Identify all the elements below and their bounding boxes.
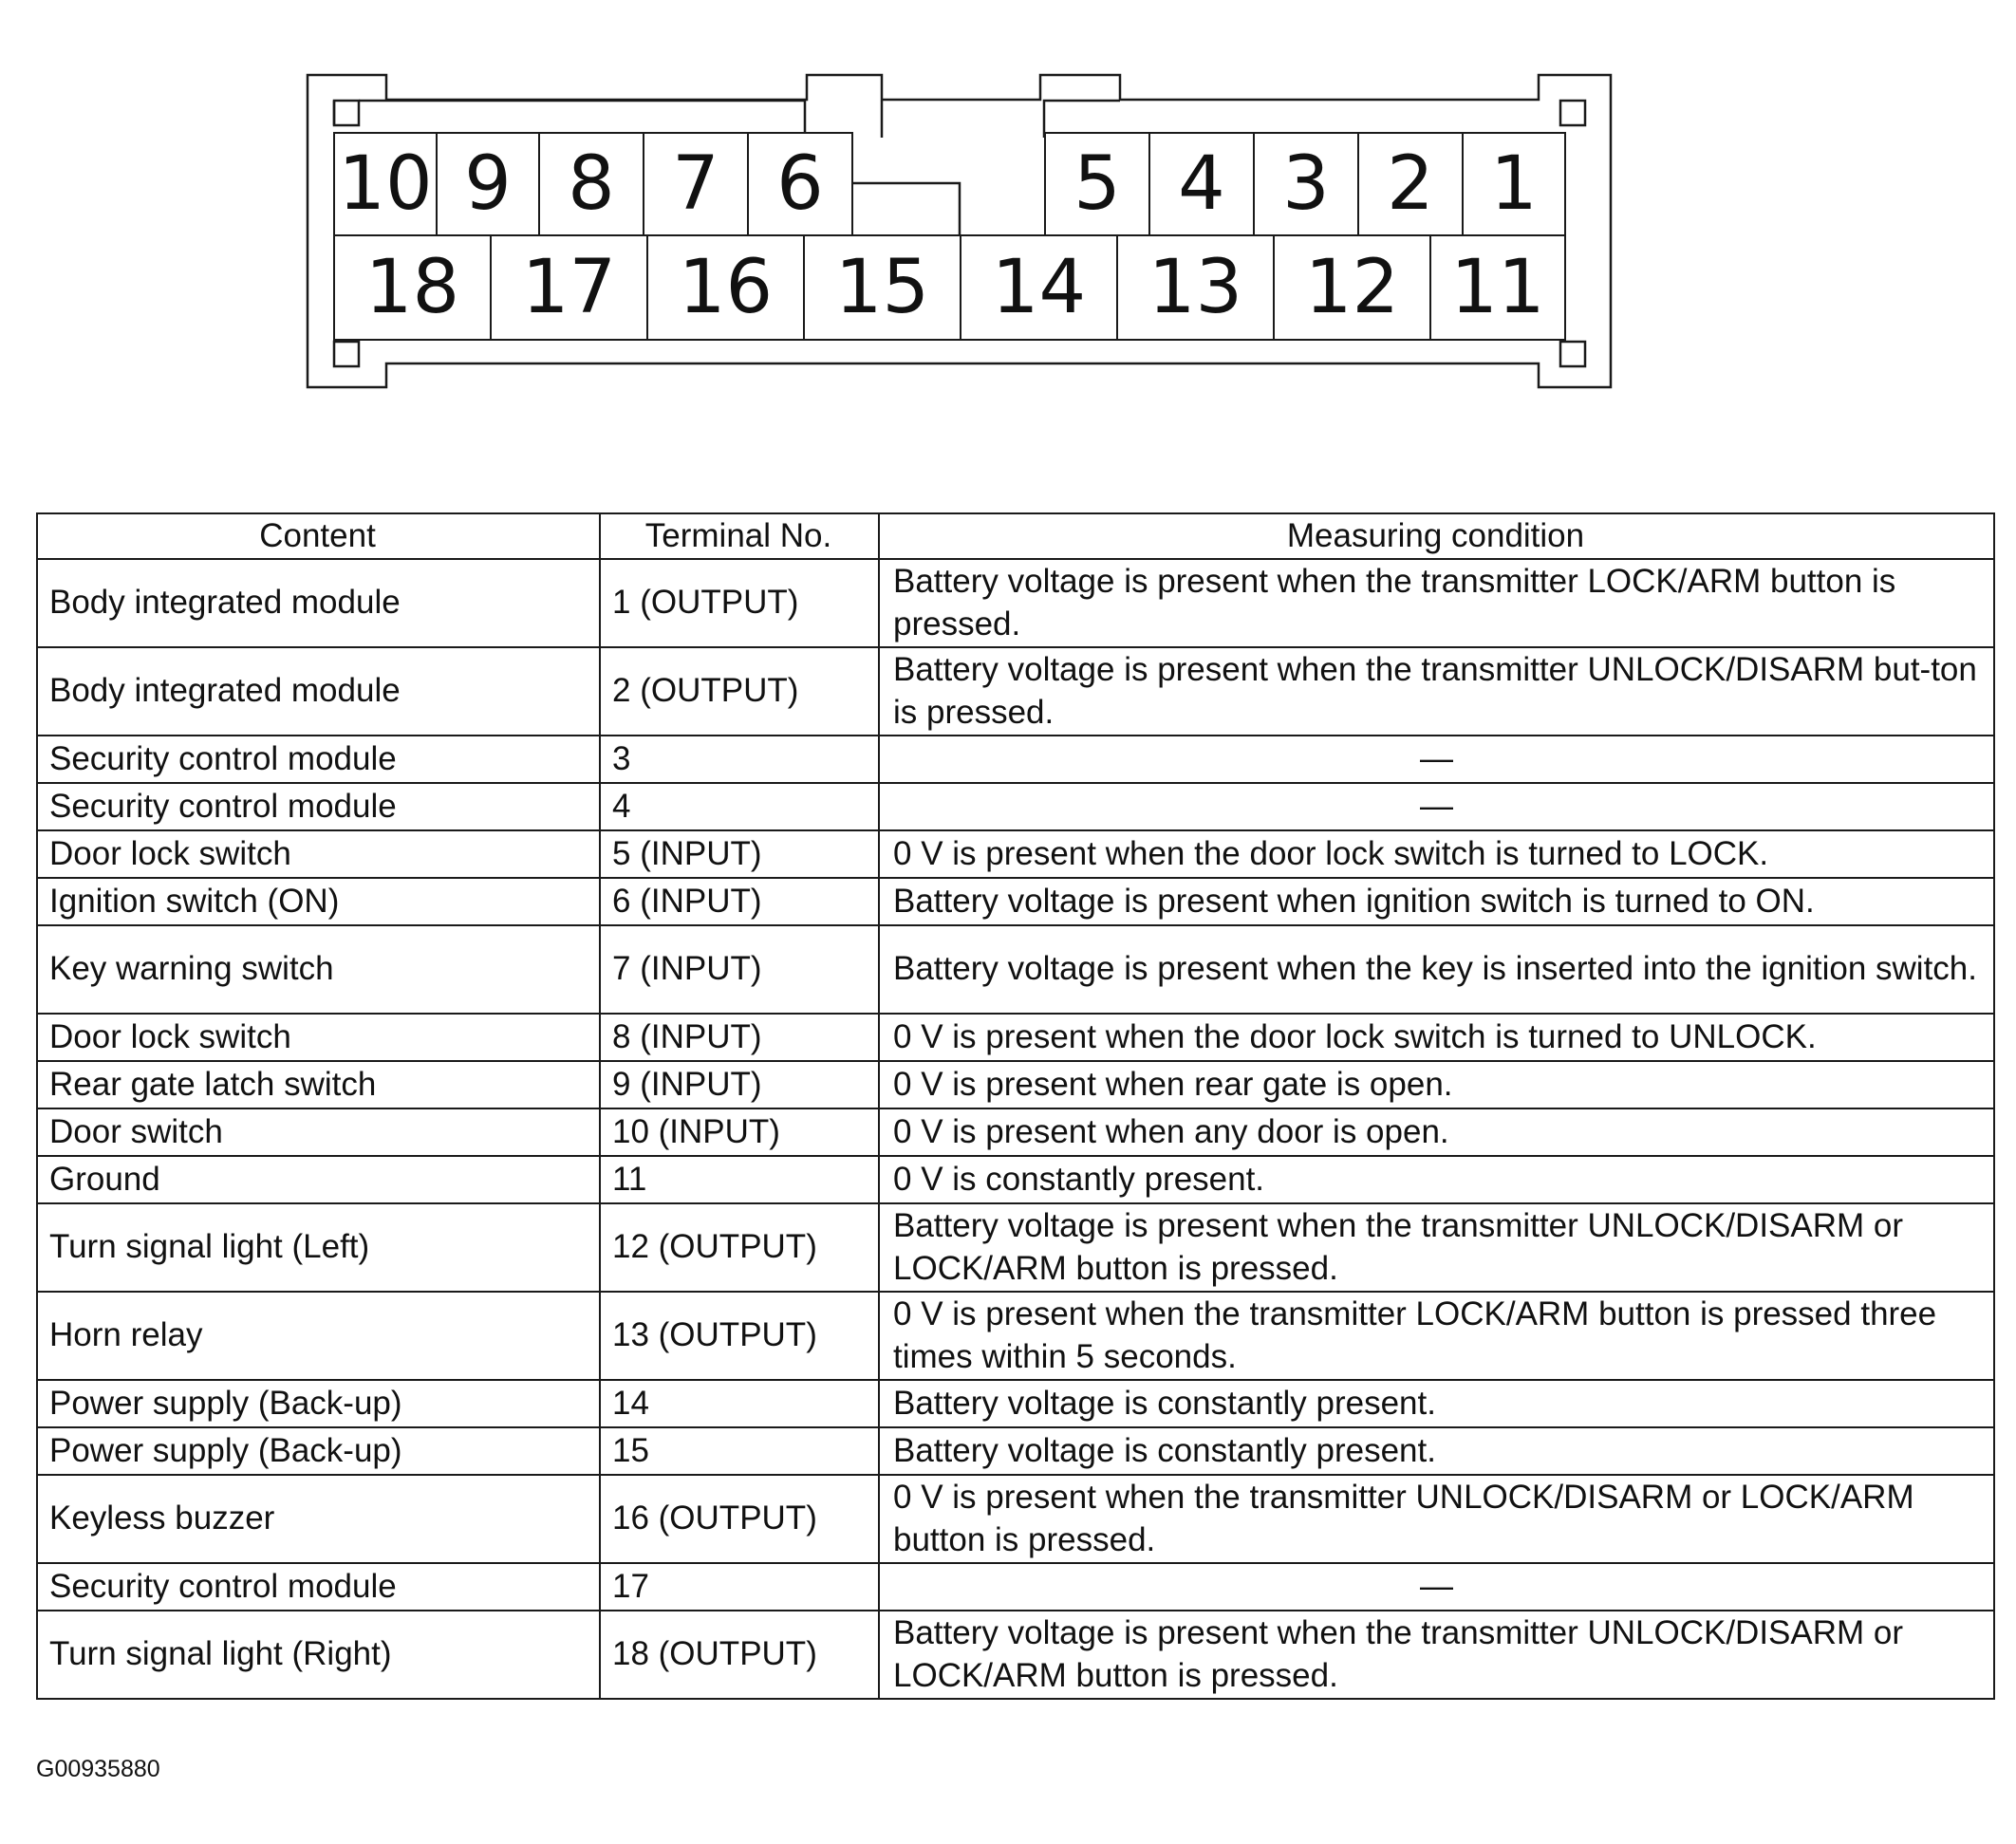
- terminal-15: 15: [803, 234, 961, 341]
- cell-terminal: 16 (OUTPUT): [600, 1475, 879, 1563]
- table-row: [37, 1427, 1994, 1475]
- cell-content: Security control module: [37, 736, 600, 783]
- cell-terminal: 17: [600, 1563, 879, 1611]
- cell-terminal: 7 (INPUT): [600, 925, 879, 1014]
- table-row: [37, 925, 1994, 1014]
- cell-content: Power supply (Back-up): [37, 1380, 600, 1427]
- table-row: [37, 1014, 1994, 1061]
- terminal-10: 10: [333, 132, 438, 236]
- cell-terminal: 8 (INPUT): [600, 1014, 879, 1061]
- terminal-2: 2: [1357, 132, 1464, 236]
- header-measuring-condition: Measuring condition: [879, 513, 1994, 559]
- cell-content: Keyless buzzer: [37, 1475, 600, 1563]
- cell-condition: —: [879, 736, 1994, 783]
- cell-content: Key warning switch: [37, 925, 600, 1014]
- terminal-12: 12: [1273, 234, 1431, 341]
- terminal-4: 4: [1148, 132, 1255, 236]
- table-row: [37, 1108, 1994, 1156]
- connector-diagram: [302, 69, 1614, 399]
- cell-condition: 0 V is present when the transmitter UNLOCK/DISARM or LOCK/ARM button is pressed.: [879, 1475, 1994, 1563]
- cell-content: Door switch: [37, 1108, 600, 1156]
- cell-condition: Battery voltage is constantly present.: [879, 1380, 1994, 1427]
- cell-terminal: 15: [600, 1427, 879, 1475]
- cell-terminal: 5 (INPUT): [600, 830, 879, 878]
- terminal-8: 8: [538, 132, 644, 236]
- cell-content: Turn signal light (Left): [37, 1203, 600, 1292]
- cell-condition: Battery voltage is present when the transmitter UNLOCK/DISARM or LOCK/ARM button is pressed.: [879, 1203, 1994, 1292]
- table-row: [37, 1203, 1994, 1292]
- terminal-9: 9: [436, 132, 540, 236]
- cell-condition: 0 V is present when the door lock switch is turned to UNLOCK.: [879, 1014, 1994, 1061]
- terminal-11: 11: [1429, 234, 1566, 341]
- cell-terminal: 3: [600, 736, 879, 783]
- cell-terminal: 13 (OUTPUT): [600, 1292, 879, 1380]
- table-row: [37, 559, 1994, 647]
- table-row: [37, 1611, 1994, 1699]
- cell-terminal: 9 (INPUT): [600, 1061, 879, 1108]
- cell-condition: 0 V is constantly present.: [879, 1156, 1994, 1203]
- terminal-1: 1: [1462, 132, 1566, 236]
- cell-content: Rear gate latch switch: [37, 1061, 600, 1108]
- terminal-6: 6: [747, 132, 853, 236]
- terminal-7: 7: [643, 132, 749, 236]
- table-row: [37, 1475, 1994, 1563]
- figure-code: G00935880: [36, 1756, 160, 1782]
- cell-condition: Battery voltage is constantly present.: [879, 1427, 1994, 1475]
- cell-condition: —: [879, 783, 1994, 830]
- cell-content: Security control module: [37, 783, 600, 830]
- cell-condition: 0 V is present when the door lock switch is turned to LOCK.: [879, 830, 1994, 878]
- cell-terminal: 11: [600, 1156, 879, 1203]
- cell-content: Body integrated module: [37, 647, 600, 736]
- cell-content: Ground: [37, 1156, 600, 1203]
- cell-condition: Battery voltage is present when the key is inserted into the ignition switch.: [879, 925, 1994, 1014]
- terminal-13: 13: [1116, 234, 1275, 341]
- cell-terminal: 12 (OUTPUT): [600, 1203, 879, 1292]
- cell-content: Door lock switch: [37, 1014, 600, 1061]
- cell-condition: 0 V is present when any door is open.: [879, 1108, 1994, 1156]
- terminal-16: 16: [646, 234, 805, 341]
- cell-content: Door lock switch: [37, 830, 600, 878]
- table-header-row: [37, 513, 1994, 559]
- table-row: [37, 1156, 1994, 1203]
- terminal-18: 18: [333, 234, 492, 341]
- table-row: [37, 1292, 1994, 1380]
- table-row: [37, 783, 1994, 830]
- cell-condition: 0 V is present when the transmitter LOCK/ARM button is pressed three times within 5 seconds.: [879, 1292, 1994, 1380]
- terminal-5: 5: [1044, 132, 1150, 236]
- table-row: [37, 1380, 1994, 1427]
- cell-condition: Battery voltage is present when ignition switch is turned to ON.: [879, 878, 1994, 925]
- cell-terminal: 6 (INPUT): [600, 878, 879, 925]
- terminal-14: 14: [960, 234, 1118, 341]
- table-row: [37, 830, 1994, 878]
- cell-condition: 0 V is present when rear gate is open.: [879, 1061, 1994, 1108]
- table-row: [37, 1061, 1994, 1108]
- cell-condition: Battery voltage is present when the transmitter UNLOCK/DISARM or LOCK/ARM button is pressed.: [879, 1611, 1994, 1699]
- header-content: Content: [37, 513, 600, 559]
- cell-condition: Battery voltage is present when the transmitter UNLOCK/DISARM but-ton is pressed.: [879, 647, 1994, 736]
- cell-content: Turn signal light (Right): [37, 1611, 600, 1699]
- cell-terminal: 10 (INPUT): [600, 1108, 879, 1156]
- cell-content: Power supply (Back-up): [37, 1427, 600, 1475]
- terminal-17: 17: [490, 234, 648, 341]
- terminal-3: 3: [1253, 132, 1359, 236]
- header-terminal-no: Terminal No.: [600, 513, 879, 559]
- cell-terminal: 4: [600, 783, 879, 830]
- cell-content: Ignition switch (ON): [37, 878, 600, 925]
- table-row: [37, 1563, 1994, 1611]
- cell-terminal: 2 (OUTPUT): [600, 647, 879, 736]
- cell-condition: Battery voltage is present when the transmitter LOCK/ARM button is pressed.: [879, 559, 1994, 647]
- cell-terminal: 18 (OUTPUT): [600, 1611, 879, 1699]
- table-row: [37, 878, 1994, 925]
- cell-terminal: 1 (OUTPUT): [600, 559, 879, 647]
- cell-content: Security control module: [37, 1563, 600, 1611]
- cell-content: Body integrated module: [37, 559, 600, 647]
- cell-content: Horn relay: [37, 1292, 600, 1380]
- table-row: [37, 647, 1994, 736]
- cell-terminal: 14: [600, 1380, 879, 1427]
- terminal-spec-table: [36, 512, 1995, 1700]
- cell-condition: —: [879, 1563, 1994, 1611]
- table-row: [37, 736, 1994, 783]
